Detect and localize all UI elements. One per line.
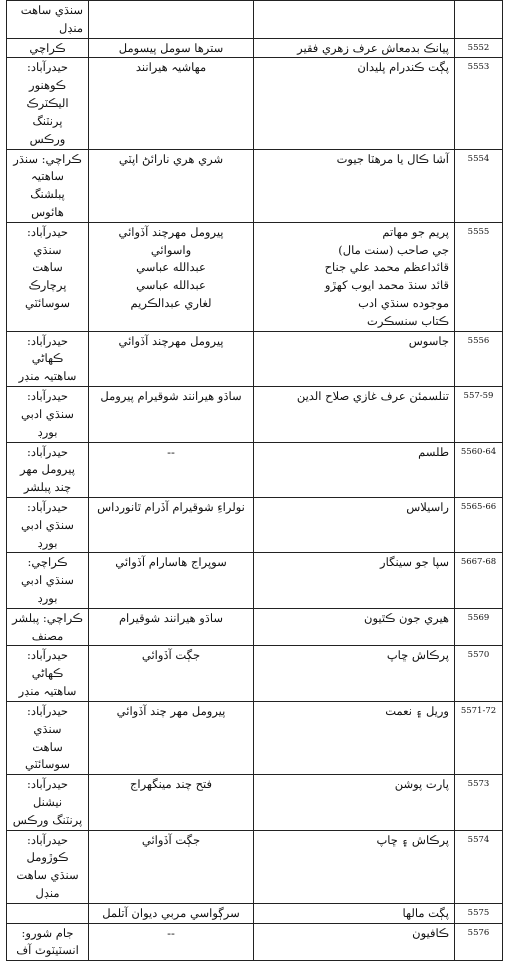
title-cell: [254, 497, 455, 552]
header-editor: سترها سومل پيسومل: [89, 38, 254, 58]
publisher-cell-line: حيدرآباد: سنڌي: [26, 224, 69, 257]
editor-cell: [89, 387, 254, 442]
editor-cell-line: جڳت آڏوائي: [141, 832, 201, 847]
editor-cell: [89, 608, 254, 646]
publisher-cell: [7, 222, 89, 331]
publisher-cell: [7, 923, 89, 961]
publisher-cell-line: حيدرآباد: سنڌي ادبي: [21, 499, 74, 532]
publisher-cell: [7, 646, 89, 701]
editor-cell-line: فتح چند مينگهراج: [129, 777, 213, 792]
editor-cell-line: ساڌو هيرانند شوقيرام پيرومل: [100, 389, 242, 404]
catalog-table: [6, 0, 503, 961]
publisher-cell: [7, 442, 89, 497]
publisher-cell: [7, 331, 89, 386]
editor-cell-line: نولراءِ شوقيرام آڏرام ٿانورداس: [97, 499, 245, 514]
table-row: [7, 58, 503, 149]
editor-cell: [89, 553, 254, 608]
title-cell: [254, 830, 455, 903]
header-row: [7, 38, 503, 58]
title-cell-line: تنلسمئن عرف غازي صلاح الدين: [296, 389, 449, 404]
title-cell-line: آشا ڪال يا مرهٽا جيوت: [336, 151, 449, 166]
publisher-cell-line: حيدرآباد: ڪهاڻي: [26, 333, 69, 366]
publisher-cell: [7, 387, 89, 442]
entry-number: 5565-66: [455, 497, 503, 552]
title-cell: [254, 608, 455, 646]
publisher-cell-line: هائوس: [31, 204, 64, 219]
table-row: [7, 775, 503, 830]
title-cell-line: جاسوس: [408, 333, 449, 348]
editor-cell: [89, 830, 254, 903]
editor-cell-line: واسوائي: [150, 242, 192, 257]
entry-number: 557-59: [455, 387, 503, 442]
table-row: [7, 387, 503, 442]
publisher-cell-line: سنڌي ساهت منڊل: [16, 868, 79, 900]
publisher-cell-line: حيدرآباد: نيشنل: [26, 777, 69, 809]
title-cell: [254, 331, 455, 386]
publisher-cell-line: بورڊ: [37, 424, 58, 439]
editor-cell-line: جڳت آڏوائي: [141, 648, 201, 663]
publisher-cell-line: پرنٽنگ ورڪس: [12, 812, 83, 827]
table-row: [7, 646, 503, 701]
publisher-cell-line: حيدرآباد: سنڌي ادبي: [21, 389, 74, 421]
publisher-cell: [7, 830, 89, 903]
title-cell-line: ڪافيون: [412, 925, 449, 940]
table-row: [7, 903, 503, 923]
publisher-cell: [7, 553, 89, 608]
top-label-empty-title: [254, 1, 455, 39]
publisher-cell-line: سوسائٽي: [25, 296, 70, 310]
entry-number: 5573: [455, 775, 503, 830]
entry-number: 5667-68: [455, 553, 503, 608]
editor-cell: [89, 442, 254, 497]
editor-cell: [89, 331, 254, 386]
table-row: [7, 149, 503, 222]
title-cell-line: پرڪاش ۽ ڇاپ: [376, 832, 449, 847]
publisher-cell-line: ساهتيہ پبلشنگ: [30, 169, 65, 202]
publisher-cell: [7, 497, 89, 552]
publisher-cell-line: ساهت سوسائٽي: [25, 739, 70, 772]
publisher-cell-line: حيدرآباد: ڪهاڻي: [26, 648, 69, 681]
publisher-cell: [7, 608, 89, 646]
table-row: [7, 553, 503, 608]
entry-number: 5575: [455, 903, 503, 923]
header-title: پيانڪ بدمعاش عرف زهري فقير: [254, 38, 455, 58]
publisher-cell-line: اليڪٽرڪ پرنٽنگ: [26, 96, 69, 128]
table-row: [7, 442, 503, 497]
entry-number: 5574: [455, 830, 503, 903]
editor-cell: [89, 923, 254, 961]
table-row: [7, 497, 503, 552]
editor-cell: [89, 775, 254, 830]
title-cell-line: قائداعظم محمد علي جناح: [324, 260, 449, 275]
publisher-cell-line: ڪراچي: سنڌر: [13, 151, 82, 166]
publisher-cell-line: جام شورو:: [21, 925, 74, 940]
table-row: [7, 830, 503, 903]
editor-cell-line: عبدالله عباسي: [136, 278, 206, 293]
entry-number: 5560-64: [455, 442, 503, 497]
table-row: [7, 222, 503, 331]
entry-number: 5571-72: [455, 701, 503, 774]
header-publisher: ڪراچي: [7, 38, 89, 58]
title-cell: [254, 923, 455, 961]
title-cell-line: قائد سنڌ محمد ايوب کهڙو: [324, 278, 449, 293]
entry-number: 5555: [455, 222, 503, 331]
publisher-cell-line: حيدرآباد: ڪوڙومل: [26, 832, 69, 865]
editor-cell: [89, 701, 254, 774]
table-row: [7, 701, 503, 774]
title-cell: [254, 387, 455, 442]
title-cell: [254, 646, 455, 701]
entry-number: 5553: [455, 58, 503, 149]
editor-cell-line: پيرومل مهر چند آڏوائي: [116, 703, 226, 718]
editor-cell-line: --: [167, 925, 175, 940]
title-cell-line: موجوده سنڌي ادب: [358, 296, 449, 310]
publisher-cell-line: مصنف: [31, 628, 64, 643]
publisher-cell: [7, 903, 89, 923]
publisher-cell-line: چند پبلشر: [23, 480, 72, 495]
editor-cell-line: مهاشيہ هيرانند: [135, 60, 207, 75]
title-cell: [254, 701, 455, 774]
title-cell-line: پريم جو مهاتم: [382, 224, 449, 239]
publisher-cell-line: حيدرآباد: سنڌي: [26, 703, 69, 736]
editor-cell: [89, 222, 254, 331]
publisher-cell-line: انسٽيٽوٽ آف: [16, 943, 79, 958]
entry-number: 5556: [455, 331, 503, 386]
editor-cell: [89, 149, 254, 222]
title-cell-line: طلسم: [418, 444, 449, 459]
title-cell: [254, 442, 455, 497]
publisher-cell-line: ساهتيہ منڊر: [18, 369, 77, 384]
editor-cell: [89, 646, 254, 701]
title-cell-line: هيري جون ڪٿيون: [364, 610, 449, 625]
publisher-cell: [7, 701, 89, 774]
publisher-cell-line: بورڊ: [37, 591, 58, 605]
publisher-cell-line: ڪراچي: پبلشر: [12, 610, 83, 625]
editor-cell: [89, 903, 254, 923]
entry-number: 5576: [455, 923, 503, 961]
title-cell-line: سپا جو سينگار: [380, 555, 449, 570]
editor-cell: [89, 497, 254, 552]
table-row: [7, 923, 503, 961]
entry-number: 5569: [455, 608, 503, 646]
editor-cell-line: --: [167, 444, 175, 459]
title-cell: [254, 775, 455, 830]
publisher-cell-line: ورڪس: [29, 131, 66, 146]
editor-cell-line: عبدالله عباسي: [136, 260, 206, 275]
publisher-cell: [7, 775, 89, 830]
editor-cell-line: ساڌو هيرانند شوقيرام: [118, 610, 224, 625]
title-cell-line: جي صاحب (سنت مال): [338, 242, 449, 257]
catalog-body: [7, 1, 503, 961]
publisher-cell: [7, 149, 89, 222]
title-cell-line: ڪتاب سنسڪرت: [367, 313, 449, 328]
publisher-cell-line: ساهت پرچارڪ: [28, 260, 67, 293]
title-cell-line: راسيلاس: [406, 499, 449, 514]
table-row: [7, 331, 503, 386]
publisher-cell-line: ڪراچي: سنڌي ادبي: [21, 555, 74, 588]
top-label-cell: سنڌي ساهت منڊل: [7, 1, 89, 39]
title-cell-line: پرڪاش ڇاپ: [386, 648, 449, 663]
editor-cell-line: سوپراج هاسارام آڏوائي: [115, 555, 227, 570]
title-cell-line: پارت پوشن: [394, 777, 449, 792]
title-cell: [254, 903, 455, 923]
title-cell-line: پڳت ڪندرام پليدان: [357, 60, 449, 75]
editor-cell-line: شري هري نارائڻ اپٽي: [118, 151, 224, 166]
top-label-empty-editor: [89, 1, 254, 39]
editor-cell-line: سرڳواسي مربي ديوان آتلمل: [102, 905, 240, 920]
header-number: 5552: [455, 38, 503, 58]
editor-cell: [89, 58, 254, 149]
publisher-cell-line: حيدرآباد: ڪوهنور: [26, 60, 69, 93]
publisher-cell: [7, 58, 89, 149]
editor-cell-line: لغاري عبدالڪريم: [130, 296, 212, 310]
publisher-cell-line: ساهتيہ منڊر: [18, 684, 77, 699]
title-cell-line: وريل ۽ نعمت: [385, 703, 449, 718]
editor-cell-line: پيرومل مهرچند آڏوائي: [118, 224, 224, 239]
title-cell: [254, 222, 455, 331]
entry-number: 5554: [455, 149, 503, 222]
top-label-empty-number: [455, 1, 503, 39]
title-cell-line: پڳت مالها: [402, 905, 449, 920]
publisher-cell-line: حيدرآباد: پيرومل مهر: [20, 444, 75, 477]
entry-number: 5570: [455, 646, 503, 701]
publisher-cell-line: بورڊ: [37, 535, 58, 550]
table-row: [7, 608, 503, 646]
title-cell: [254, 553, 455, 608]
title-cell: [254, 58, 455, 149]
editor-cell-line: پيرومل مهرچند آڏوائي: [118, 333, 224, 348]
top-label-row: [7, 1, 503, 39]
title-cell: [254, 149, 455, 222]
